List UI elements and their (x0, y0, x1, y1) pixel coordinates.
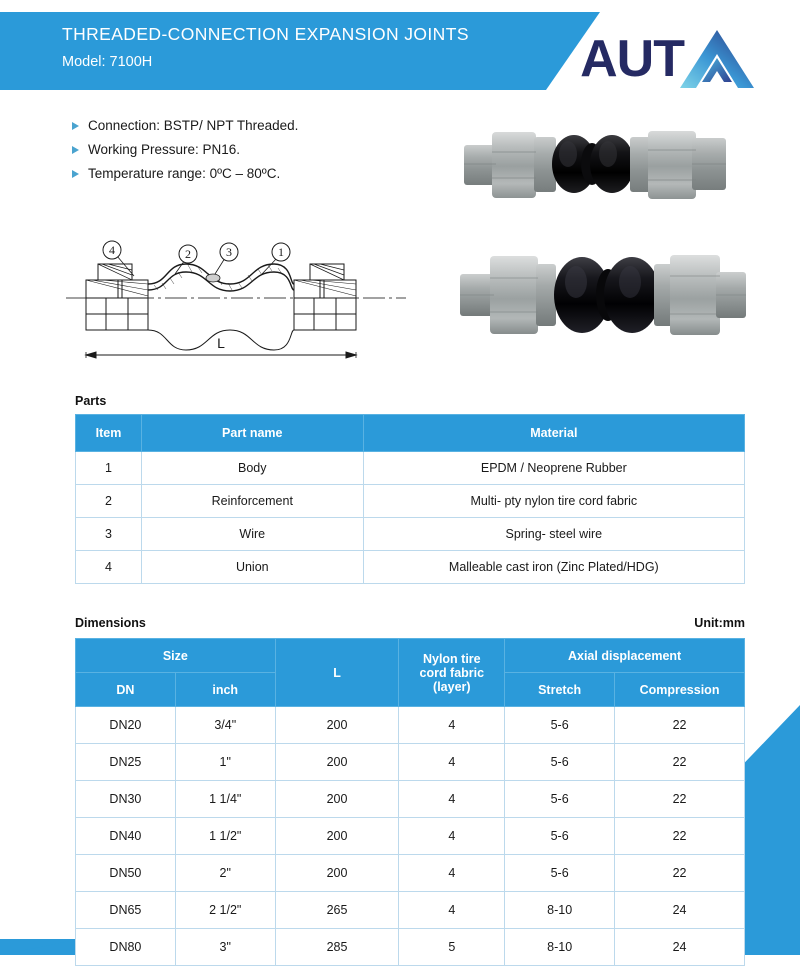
callout-3: 3 (226, 245, 232, 259)
table-row (76, 892, 745, 929)
dimensions-header-row-1 (76, 639, 745, 673)
dims-compression: 24 (615, 929, 745, 966)
dims-dn: DN20 (76, 707, 176, 744)
dims-group-size: Size (76, 639, 276, 673)
parts-item: 4 (76, 551, 142, 584)
dims-compression: 22 (615, 855, 745, 892)
dims-stretch: 5-6 (505, 855, 615, 892)
dims-inch: 2" (175, 855, 275, 892)
dims-layers: 4 (399, 818, 505, 855)
parts-col-part-name: Part name (141, 415, 363, 452)
product-photo-top (440, 104, 770, 222)
spec-item (72, 166, 298, 181)
dims-compression: 22 (615, 707, 745, 744)
dims-dn: DN80 (76, 929, 176, 966)
parts-table (75, 414, 745, 584)
page-header (0, 12, 800, 90)
parts-item: 3 (76, 518, 142, 551)
dims-col-inch: inch (175, 673, 275, 707)
parts-col-material: Material (363, 415, 744, 452)
unit-label: Unit:mm (694, 616, 745, 630)
dims-inch: 1 1/4" (175, 781, 275, 818)
spec-text: Working Pressure: PN16. (88, 142, 241, 157)
nylon-line-1: Nylon tire (422, 651, 481, 666)
parts-table-label: Parts (75, 394, 107, 408)
parts-item: 1 (76, 452, 142, 485)
dims-stretch: 8-10 (505, 892, 615, 929)
parts-name: Body (141, 452, 363, 485)
dims-dn: DN30 (76, 781, 176, 818)
brand-logo (580, 28, 756, 90)
table-row (76, 452, 745, 485)
nylon-line-2: cord fabric (419, 665, 485, 680)
table-row (76, 781, 745, 818)
dims-layers: 4 (399, 744, 505, 781)
callout-4: 4 (109, 243, 115, 257)
spec-item (72, 118, 298, 133)
header-text-block (62, 24, 469, 70)
dimensions-table-label: Dimensions (75, 616, 146, 630)
parts-col-item: Item (76, 415, 142, 452)
dimension-label-l: L (217, 335, 225, 351)
table-row (76, 929, 745, 966)
nylon-line-3: (layer) (433, 679, 471, 694)
dims-compression: 22 (615, 818, 745, 855)
dims-stretch: 5-6 (505, 707, 615, 744)
spec-item (72, 142, 298, 157)
product-photo-group (440, 104, 770, 360)
dims-col-stretch: Stretch (505, 673, 615, 707)
parts-material: Multi- pty nylon tire cord fabric (363, 485, 744, 518)
callout-2: 2 (185, 247, 191, 261)
specification-list (72, 118, 298, 190)
page-title: THREADED-CONNECTION EXPANSION JOINTS (62, 24, 469, 44)
dims-length: 200 (275, 855, 399, 892)
dims-length: 200 (275, 781, 399, 818)
parts-material: Spring- steel wire (363, 518, 744, 551)
dims-length: 200 (275, 744, 399, 781)
arrow-right-icon (72, 122, 79, 130)
dims-layers: 4 (399, 892, 505, 929)
dims-col-length: L (275, 639, 399, 707)
table-row (76, 707, 745, 744)
dims-dn: DN50 (76, 855, 176, 892)
logo-wordmark: AUT (580, 30, 684, 88)
dims-inch: 2 1/2" (175, 892, 275, 929)
table-row (76, 855, 745, 892)
spec-text: Temperature range: 0ºC – 80ºC. (88, 166, 281, 181)
dims-compression: 24 (615, 892, 745, 929)
callout-1: 1 (278, 245, 284, 259)
parts-material: Malleable cast iron (Zinc Plated/HDG) (363, 551, 744, 584)
dims-col-nylon-layers (399, 639, 505, 707)
dims-stretch: 8-10 (505, 929, 615, 966)
dims-compression: 22 (615, 744, 745, 781)
dims-dn: DN40 (76, 818, 176, 855)
dims-layers: 4 (399, 781, 505, 818)
parts-material: EPDM / Neoprene Rubber (363, 452, 744, 485)
dims-col-compression: Compression (615, 673, 745, 707)
dims-inch: 1 1/2" (175, 818, 275, 855)
dims-compression: 22 (615, 781, 745, 818)
table-row (76, 518, 745, 551)
dims-length: 285 (275, 929, 399, 966)
dims-dn: DN65 (76, 892, 176, 929)
dims-stretch: 5-6 (505, 818, 615, 855)
dims-length: 200 (275, 707, 399, 744)
product-photo-bottom (440, 230, 770, 360)
arrow-right-icon (72, 170, 79, 178)
table-row (76, 485, 745, 518)
dims-stretch: 5-6 (505, 781, 615, 818)
dims-inch: 1" (175, 744, 275, 781)
parts-name: Wire (141, 518, 363, 551)
dims-stretch: 5-6 (505, 744, 615, 781)
dims-group-axial-displacement: Axial displacement (505, 639, 745, 673)
right-corner-accent (740, 705, 800, 955)
dims-layers: 4 (399, 707, 505, 744)
dims-layers: 5 (399, 929, 505, 966)
parts-name: Reinforcement (141, 485, 363, 518)
dims-inch: 3/4" (175, 707, 275, 744)
dims-inch: 3" (175, 929, 275, 966)
spec-text: Connection: BSTP/ NPT Threaded. (88, 118, 299, 133)
table-row (76, 818, 745, 855)
aut-triangle-logo-icon (678, 28, 756, 90)
table-row (76, 744, 745, 781)
dims-dn: DN25 (76, 744, 176, 781)
dimensions-table (75, 638, 745, 966)
dims-col-dn: DN (76, 673, 176, 707)
parts-header-row (76, 415, 745, 452)
dims-length: 200 (275, 818, 399, 855)
dims-layers: 4 (399, 855, 505, 892)
parts-name: Union (141, 551, 363, 584)
technical-drawing (62, 228, 410, 365)
parts-item: 2 (76, 485, 142, 518)
arrow-right-icon (72, 146, 79, 154)
table-row (76, 551, 745, 584)
dims-length: 265 (275, 892, 399, 929)
model-label: Model: 7100H (62, 54, 153, 70)
